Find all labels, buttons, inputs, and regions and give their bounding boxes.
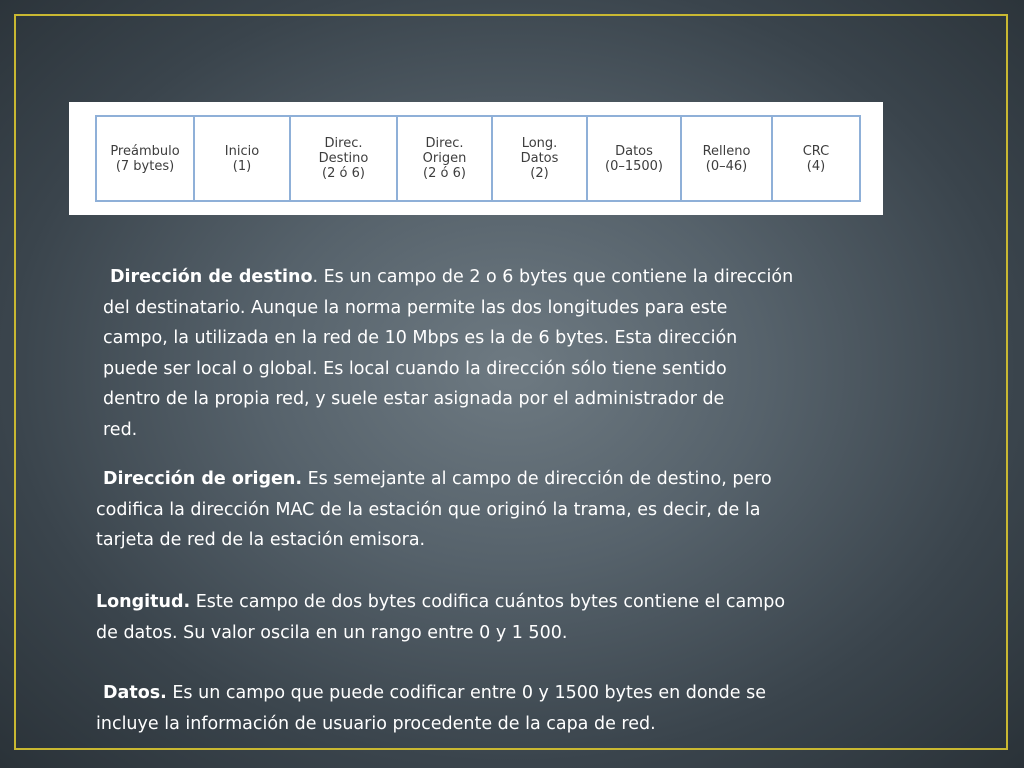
paragraph-title: Dirección de origen. — [103, 469, 302, 489]
cell-inicio — [195, 117, 291, 200]
cell-text: Long. — [521, 136, 558, 151]
cell-text: Datos — [615, 143, 653, 159]
cell-text: (2) — [530, 166, 549, 181]
cell-text: (2 ó 6) — [322, 166, 365, 181]
paragraph-line: dentro de la propia red, y suele estar asignada por el administrador de — [103, 389, 725, 409]
cell-text: (0–46) — [705, 158, 748, 174]
paragraph-title: Longitud. — [96, 592, 191, 612]
cell-text: Direc. — [324, 136, 363, 151]
paragraph-text: Es un campo que puede codificar entre 0 y 1500 bytes en donde se — [166, 683, 766, 703]
paragraph-line — [96, 678, 766, 709]
paragraph-title: Dirección de destino — [110, 267, 313, 287]
cell-text: (1) — [232, 158, 252, 174]
paragraph-direccion-origen — [96, 464, 772, 556]
paragraph-line: puede ser local o global. Es local cuando la dirección sólo tiene sentido — [103, 358, 727, 379]
cell-text: Preámbulo — [110, 143, 180, 159]
cell-preambulo — [97, 117, 195, 200]
paragraph-line — [96, 587, 785, 618]
cell-text: (0–1500) — [605, 158, 663, 174]
cell-long-datos — [493, 117, 588, 200]
paragraph-text: Es semejante al campo de dirección de destino, pero — [302, 469, 772, 489]
frame-diagram-panel — [69, 102, 883, 215]
paragraph-text: . Es un campo de 2 o 6 bytes que contiene la dirección — [312, 267, 794, 287]
paragraph-title: Datos. — [103, 683, 167, 703]
paragraph-line: incluye la información de usuario procedente de la capa de red. — [96, 713, 656, 734]
cell-text: Direc. — [425, 136, 464, 151]
cell-text: Datos — [520, 151, 559, 166]
cell-text: Origen — [422, 151, 467, 166]
cell-crc — [773, 117, 859, 200]
paragraph-line: tarjeta de red de la estación emisora. — [96, 530, 426, 550]
paragraph-line: del destinatario. Aunque la norma permite las dos longitudes para este — [103, 297, 728, 318]
cell-text: Relleno — [702, 143, 751, 159]
cell-direc-destino — [291, 117, 398, 200]
cell-text: Destino — [318, 151, 369, 166]
paragraph-line: campo, la utilizada en la red de 10 Mbps es la de 6 bytes. Esta dirección — [103, 328, 738, 348]
cell-text: (2 ó 6) — [423, 166, 466, 181]
cell-text: CRC — [802, 143, 830, 159]
paragraph-longitud — [96, 587, 785, 648]
paragraph-line — [96, 464, 772, 495]
cell-text: Inicio — [224, 143, 260, 159]
cell-direc-origen — [398, 117, 493, 200]
paragraph-line — [103, 262, 793, 293]
paragraph-direccion-destino — [103, 262, 793, 445]
paragraph-line: de datos. Su valor oscila en un rango entre 0 y 1 500. — [96, 622, 568, 643]
cell-text: (4) — [806, 158, 826, 174]
ethernet-frame-table — [95, 115, 861, 202]
paragraph-line: codifica la dirección MAC de la estación que originó la trama, es decir, de la — [96, 499, 761, 520]
cell-relleno — [682, 117, 773, 200]
cell-datos — [588, 117, 682, 200]
cell-text: (7 bytes) — [115, 158, 175, 174]
paragraph-text: Este campo de dos bytes codifica cuántos bytes contiene el campo — [190, 592, 786, 612]
paragraph-datos — [96, 678, 766, 739]
paragraph-line: red. — [103, 419, 138, 440]
